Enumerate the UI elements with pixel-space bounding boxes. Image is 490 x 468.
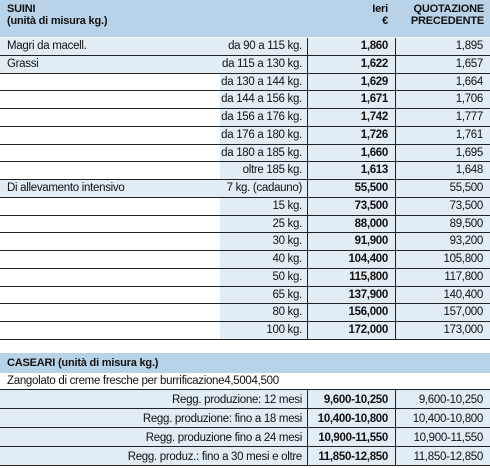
row-range: da 180 a 185 kg. <box>221 146 302 159</box>
row-range: 100 kg. <box>266 324 302 337</box>
caseari-row <box>0 409 490 428</box>
row-prev-value: 173,000 <box>443 324 483 337</box>
caseari-title: CASEARI (unità di misura kg.) <box>7 357 159 369</box>
row-ieri-value: 172,000 <box>348 324 388 337</box>
col-ieri-header: Ieri <box>372 3 388 15</box>
col-prev-header-2: PRECEDENTE <box>410 15 484 27</box>
row-range: 65 kg. <box>272 288 302 301</box>
caseari-prev-value: 10,900-11,550 <box>413 432 483 444</box>
suini-title: SUINI <box>7 3 36 15</box>
row-prev-value: 93,200 <box>449 235 483 248</box>
caseari-ieri-value: 10,900-11,550 <box>318 432 388 444</box>
row-ieri-value: 156,000 <box>348 306 388 319</box>
col-currency-header: € <box>382 15 388 27</box>
suini-row <box>0 109 490 127</box>
row-range: 25 kg. <box>272 217 302 230</box>
row-prev-value: 1,777 <box>455 111 483 124</box>
row-ieri-value: 73,500 <box>354 199 388 212</box>
row-label: Grassi <box>7 57 39 70</box>
caseari-label: Regg. produzione fino a 24 mesi <box>145 432 302 444</box>
row-prev-value: 1,648 <box>455 164 483 177</box>
row-prev-value: 105,800 <box>443 253 483 266</box>
caseari-header <box>0 353 490 373</box>
row-prev-value: 1,706 <box>455 93 483 106</box>
caseari-prev-value: 11,850-12,850 <box>413 451 483 463</box>
suini-row <box>0 74 490 92</box>
row-ieri-value: 137,900 <box>348 288 388 301</box>
zangolato-text: Zangolato di creme fresche per burrificazione4,5004,500 <box>7 375 279 387</box>
row-ieri-value: 1,671 <box>360 93 388 106</box>
row-range: da 90 a 115 kg. <box>228 40 302 52</box>
suini-row <box>0 91 490 109</box>
suini-row <box>0 127 490 145</box>
row-prev-value: 1,664 <box>455 75 483 88</box>
suini-row <box>0 198 490 216</box>
row-ieri-value: 104,400 <box>348 253 388 266</box>
row-prev-value: 157,000 <box>443 306 483 319</box>
caseari-row <box>0 390 490 409</box>
row-ieri-value: 1,629 <box>360 75 388 88</box>
caseari-label: Regg. produz.: fino a 30 mesi e oltre <box>127 451 302 463</box>
row-range: da 130 a 144 kg. <box>221 75 302 88</box>
row-range: da 144 a 156 kg. <box>221 93 302 106</box>
row-ieri-value: 1,742 <box>360 111 388 124</box>
suini-row <box>0 56 490 74</box>
row-ieri-value: 1,860 <box>360 40 388 52</box>
row-ieri-value: 88,000 <box>354 217 388 230</box>
row-prev-value: 73,500 <box>449 199 483 212</box>
row-prev-value: 1,895 <box>455 40 483 52</box>
suini-subtitle: (unità di misura kg.) <box>7 15 108 27</box>
caseari-ieri-value: 9,600-10,250 <box>323 394 388 406</box>
suini-row <box>0 251 490 269</box>
row-ieri-value: 1,726 <box>360 128 388 141</box>
caseari-ieri-value: 10,400-10,800 <box>317 413 388 425</box>
row-range: da 115 a 130 kg. <box>221 57 302 70</box>
row-prev-value: 1,695 <box>455 146 483 159</box>
caseari-prev-value: 10,400-10,800 <box>412 413 483 425</box>
row-range: 50 kg. <box>272 270 302 283</box>
row-prev-value: 1,657 <box>455 57 483 70</box>
suini-row <box>0 269 490 287</box>
caseari-label: Regg. produzione: 12 mesi <box>172 394 302 406</box>
caseari-label: Regg. produzione: fino a 18 mesi <box>142 413 302 425</box>
row-range: 7 kg. (cadauno) <box>226 182 302 195</box>
caseari-ieri-value: 11,850-12,850 <box>318 451 388 463</box>
suini-row <box>0 38 490 56</box>
row-range: 30 kg. <box>272 235 302 248</box>
row-ieri-value: 115,800 <box>349 270 388 283</box>
row-range: 80 kg. <box>272 306 302 319</box>
row-prev-value: 140,400 <box>443 288 483 301</box>
suini-row <box>0 145 490 163</box>
row-range: oltre 185 kg. <box>242 164 302 177</box>
suini-row <box>0 216 490 234</box>
row-label: Di allevamento intensivo <box>7 182 125 195</box>
row-ieri-value: 1,622 <box>360 57 388 70</box>
suini-row <box>0 162 490 180</box>
row-label: Magri da macell. <box>7 40 87 52</box>
zangolato-row <box>0 373 490 390</box>
suini-row <box>0 304 490 322</box>
suini-row <box>0 287 490 305</box>
row-range: 40 kg. <box>272 253 302 266</box>
row-ieri-value: 91,900 <box>354 235 388 248</box>
caseari-row <box>0 447 490 466</box>
row-prev-value: 89,500 <box>449 217 483 230</box>
row-range: da 156 a 176 kg. <box>221 111 302 124</box>
suini-row <box>0 322 490 340</box>
col-prev-header-1: QUOTAZIONE <box>413 3 484 15</box>
caseari-row <box>0 428 490 447</box>
suini-header <box>0 0 490 37</box>
suini-row <box>0 180 490 198</box>
row-ieri-value: 1,613 <box>360 164 388 177</box>
row-ieri-value: 1,660 <box>360 146 388 159</box>
suini-row <box>0 233 490 251</box>
row-prev-value: 55,500 <box>449 182 483 195</box>
row-range: da 176 a 180 kg. <box>221 128 302 141</box>
caseari-prev-value: 9,600-10,250 <box>418 394 483 406</box>
row-ieri-value: 55,500 <box>354 182 388 195</box>
row-range: 15 kg. <box>272 199 302 212</box>
row-prev-value: 117,800 <box>444 270 483 283</box>
row-prev-value: 1,761 <box>455 128 483 141</box>
